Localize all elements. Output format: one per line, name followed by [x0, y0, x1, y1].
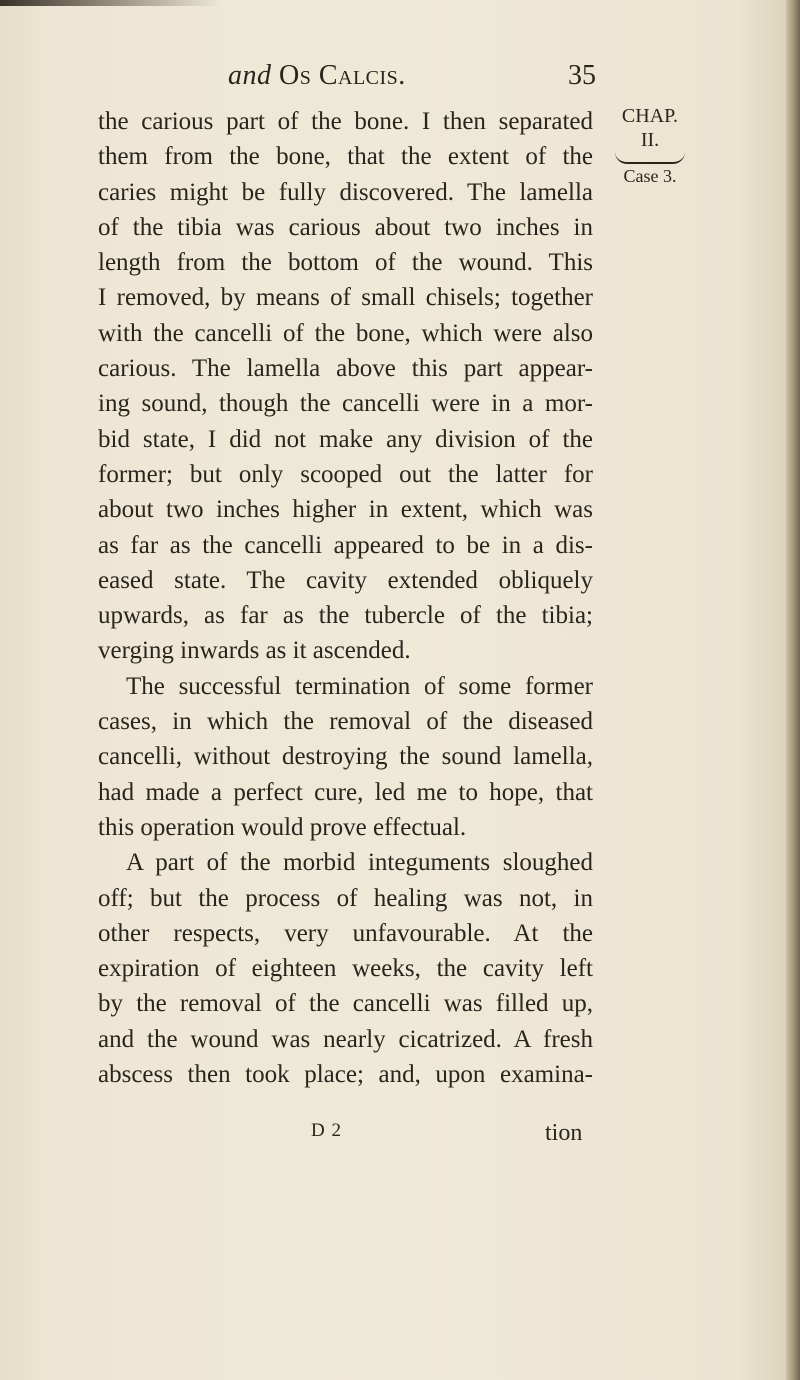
text-line: them from the bone, that the extent of the	[98, 143, 593, 171]
text-line: ing sound, though the cancelli were in a mor-	[98, 390, 593, 418]
brace-mark	[615, 152, 685, 164]
text-line: former; but only scooped out the latter for	[98, 460, 593, 488]
text-line: had made a perfect cure, led me to hope, that	[98, 778, 593, 806]
running-header	[0, 60, 800, 96]
text-line: expiration of eighteen weeks, the cavity left	[98, 955, 593, 983]
body-text	[98, 104, 593, 1092]
catchword: tion	[545, 1120, 583, 1146]
text-line: off; but the process of healing was not, in	[98, 884, 593, 912]
page-number: 35	[568, 60, 596, 91]
margin-note	[600, 104, 700, 188]
text-line: with the cancelli of the bone, which were also	[98, 319, 593, 347]
text-line: bid state, I did not make any division of the	[98, 425, 593, 453]
page-shadow-top	[0, 0, 220, 6]
running-title-text: Os Calcis.	[279, 60, 406, 91]
margin-numeral: II.	[640, 129, 660, 151]
text-line: upwards, as far as the tubercle of the tibia;	[98, 602, 593, 630]
text-line: and the wound was nearly cicatrized. A fresh	[98, 1025, 593, 1053]
text-line: as far as the cancelli appeared to be in a dis-	[98, 531, 593, 559]
text-line: cases, in which the removal of the diseased	[98, 708, 593, 736]
text-line: The successful termination of some former	[126, 672, 593, 700]
text-line: about two inches higher in extent, which was	[98, 496, 593, 524]
running-title	[228, 60, 406, 92]
text-line: abscess then took place; and, upon examina-	[98, 1061, 593, 1089]
text-line: the carious part of the bone. I then separated	[98, 108, 593, 135]
text-line: this operation would prove effectual.	[98, 813, 467, 841]
text-line: A part of the morbid integuments sloughed	[126, 849, 593, 877]
text-line: other respects, very unfavourable. At the	[98, 919, 593, 947]
page-footer	[0, 1120, 800, 1152]
text-line: caries might be fully discovered. The lamella	[98, 178, 593, 206]
margin-case: Case 3.	[623, 166, 677, 186]
text-line: cancelli, without destroying the sound lamella,	[98, 743, 593, 771]
text-line: I removed, by means of small chisels; together	[98, 284, 593, 312]
text-line: length from the bottom of the wound. This	[98, 249, 593, 277]
text-line: eased state. The cavity extended obliquely	[98, 566, 593, 594]
signature-mark: D 2	[311, 1120, 342, 1141]
running-title-italic: and	[228, 60, 272, 91]
text-line: carious. The lamella above this part appear-	[98, 355, 593, 383]
text-line: by the removal of the cancelli was filled up,	[98, 990, 593, 1018]
margin-chap: CHAP.	[621, 105, 679, 127]
text-line: verging inwards as it ascended.	[98, 637, 411, 665]
text-line: of the tibia was carious about two inches in	[98, 213, 593, 241]
page-binding-edge	[786, 0, 800, 1380]
